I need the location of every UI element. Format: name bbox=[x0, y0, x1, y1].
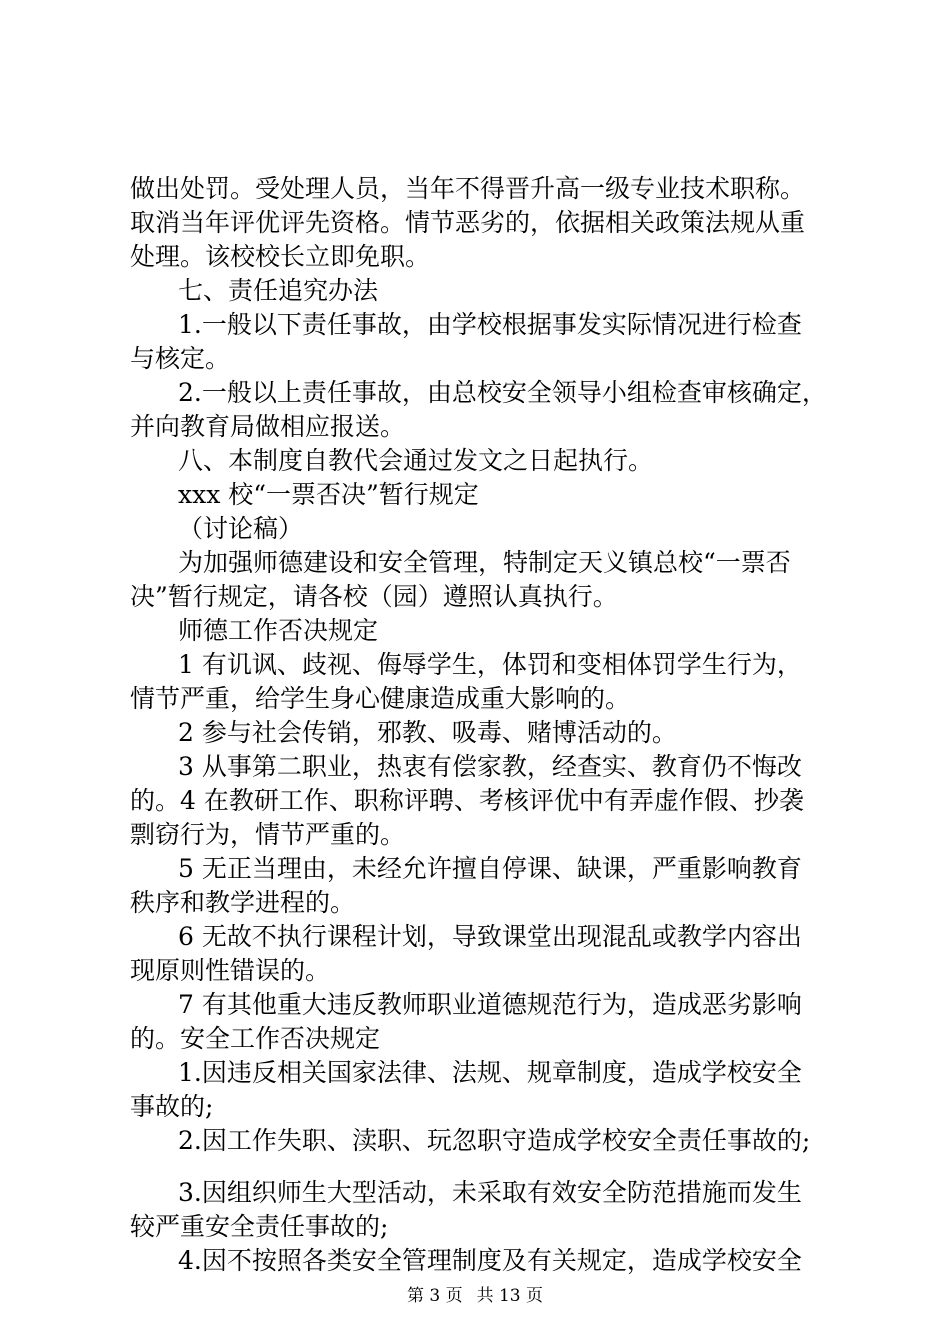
document-subtitle: （讨论稿） bbox=[178, 514, 304, 543]
document-title: xxx 校“一票否决”暂行规定 bbox=[178, 480, 479, 509]
body-text-line: 做出处罚。受处理人员，当年不得晋升高一级专业技术职称。 bbox=[130, 174, 806, 203]
page-number: 第 3 页 bbox=[406, 1286, 463, 1306]
page-footer bbox=[0, 1284, 950, 1308]
body-text-line: 剽窃行为，情节严重的。 bbox=[130, 820, 406, 849]
body-text-line: 2.一般以上责任事故，由总校安全领导小组检查审核确定， bbox=[178, 378, 827, 407]
section-heading: 师德工作否决规定 bbox=[178, 616, 379, 645]
body-text-line: 的。安全工作否决规定 bbox=[130, 1024, 381, 1053]
section-heading: 八、本制度自教代会通过发文之日起执行。 bbox=[178, 446, 654, 475]
body-text-line: 与核定。 bbox=[130, 344, 231, 373]
body-text-line: 3 从事第二职业，热衷有偿家教，经查实、教育仍不悔改 bbox=[178, 752, 802, 781]
body-text-line: 处理。该校校长立即免职。 bbox=[130, 242, 431, 271]
body-text-line: 情节严重，给学生身心健康造成重大影响的。 bbox=[130, 684, 631, 713]
body-text-line: 的。4 在教研工作、职称评聘、考核评优中有弄虚作假、抄袭 bbox=[130, 786, 804, 815]
body-text-line: 1.一般以下责任事故，由学校根据事发实际情况进行检查 bbox=[178, 310, 802, 339]
body-text-line: 现原则性错误的。 bbox=[130, 956, 331, 985]
body-text-line: 1.因违反相关国家法律、法规、规章制度，造成学校安全 bbox=[178, 1058, 802, 1087]
body-text-line: 并向教育局做相应报送。 bbox=[130, 412, 406, 441]
section-heading: 七、责任追究办法 bbox=[178, 276, 379, 305]
body-text-line: 5 无正当理由，未经允许擅自停课、缺课，严重影响教育 bbox=[178, 854, 802, 883]
body-text-line: 2.因工作失职、渎职、玩忽职守造成学校安全责任事故的; bbox=[178, 1126, 811, 1155]
body-text-line: 事故的; bbox=[130, 1092, 214, 1121]
body-text-line: 3.因组织师生大型活动，未采取有效安全防范措施而发生 bbox=[178, 1178, 802, 1207]
body-text-line: 2 参与社会传销，邪教、吸毒、赌博活动的。 bbox=[178, 718, 677, 747]
body-text-line: 4.因不按照各类安全管理制度及有关规定，造成学校安全 bbox=[178, 1246, 802, 1275]
body-text-line: 秩序和教学进程的。 bbox=[130, 888, 356, 917]
body-text-line: 较严重安全责任事故的; bbox=[130, 1212, 389, 1241]
body-text-line: 为加强师德建设和安全管理，特制定天义镇总校“一票否 bbox=[178, 548, 791, 577]
body-text-line: 1 有讥讽、歧视、侮辱学生，体罚和变相体罚学生行为， bbox=[178, 650, 802, 679]
body-text-line: 7 有其他重大违反教师职业道德规范行为，造成恶劣影响 bbox=[178, 990, 802, 1019]
body-text-line: 取消当年评优评先资格。情节恶劣的，依据相关政策法规从重 bbox=[130, 208, 806, 237]
body-text-line: 决”暂行规定，请各校（园）遵照认真执行。 bbox=[130, 582, 618, 611]
body-text-line: 6 无故不执行课程计划，导致课堂出现混乱或教学内容出 bbox=[178, 922, 802, 951]
page-total: 共 13 页 bbox=[476, 1286, 544, 1306]
